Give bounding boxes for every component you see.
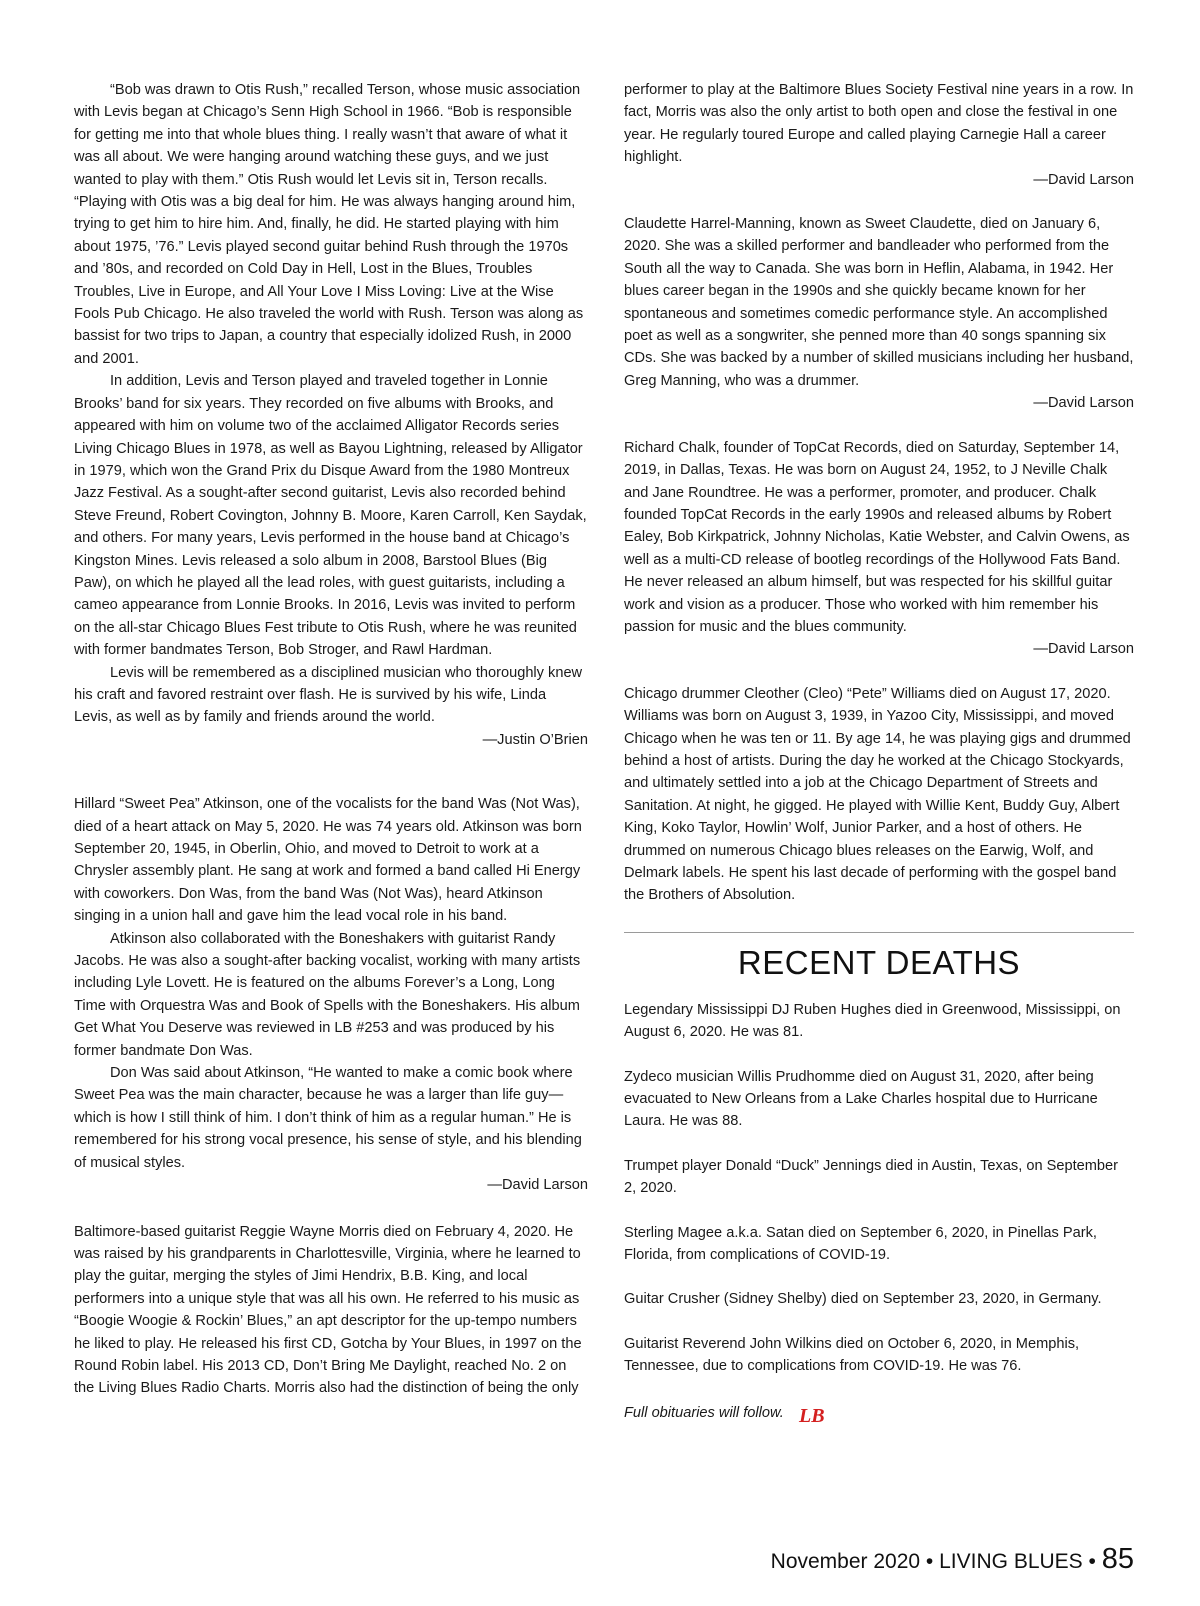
- recent-death-item: Sterling Magee a.k.a. Satan died on September 6, 2020, in Pinellas Park, Florida, from complications of COVID-19.: [624, 1224, 1097, 1264]
- recent-death-item: Guitarist Reverend John Wilkins died on October 6, 2020, in Memphis, Tennessee, due to complications from COVID-19. He was 76.: [624, 1335, 1080, 1375]
- atkinson-paragraph-3: Don Was said about Atkinson, “He wanted to make a comic book where Sweet Pea was the main character, because he was a larger than life guy—which is how I still think of him. I don’t think of him as a regular human.” He is remembered for his strong vocal presence, his sense of style, and his blending of musical styles.: [74, 1065, 582, 1171]
- recent-death-item: Legendary Mississippi DJ Ruben Hughes died in Greenwood, Mississippi, on August 6, 2020. He was 81.: [624, 1001, 1121, 1041]
- logo-letters: LB: [798, 1404, 825, 1427]
- claudette-paragraph: Claudette Harrel-Manning, known as Sweet Claudette, died on January 6, 2020. She was a skilled performer and bandleader who performed from the South all the way to Canada. She was born in Heflin, Alabama, in 1942. Her blues career began in the 1990s and she quickly became known for her spontaneous and sometimes comedic performance style. An accomplished poet as well as a songwriter, she penned more than 40 songs spanning six CDs. She was backed by a number of skilled musicians including her husband, Greg Manning, who was a drummer.: [624, 216, 1134, 389]
- recent-death-item: Trumpet player Donald “Duck” Jennings died in Austin, Texas, on September 2, 2020.: [624, 1157, 1119, 1197]
- morris-byline: —David Larson: [1033, 171, 1134, 188]
- levis-paragraph-2: In addition, Levis and Terson played and traveled together in Lonnie Brooks’ band for six years. They recorded on five albums with Brooks, and appeared with him on volume two of the acclaimed Alligator Records series Living Chicago Blues in 1978, as well as Bayou Lightning, released by Alligator in 1979, which won the Grand Prix du Disque Award from the 1980 Montreux Jazz Festival. As a sought-after second guitarist, Levis also recorded behind Steve Freund, Robert Covington, Johnny B. Moore, Karen Carroll, Ken Saydak, and others. For many years, Levis performed in the house band at Chicago’s Kingston Mines. Levis released a solo album in 2008, Barstool Blues (Big Paw), on which he played all the lead roles, with guest guitarists, including a cameo appearance from Lonnie Brooks. In 2016, Levis was invited to perform on the all-star Chicago Blues Fest tribute to Otis Rush, where he was reunited with former bandmates Terson, Bob Stroger, and Rawl Hardman.: [74, 373, 587, 659]
- section-divider: [624, 932, 1134, 933]
- morris-continued-paragraph: performer to play at the Baltimore Blues Society Festival nine years in a row. In fact, Morris was also the only artist to both open and close the festival in one year. He regularly toured Europe and called playing Carnegie Hall a career highlight.: [624, 82, 1134, 166]
- footnote-text: Full obituaries will follow.: [624, 1405, 784, 1422]
- footer-separator: •: [925, 1550, 934, 1573]
- recent-death-item: Guitar Crusher (Sidney Shelby) died on September 23, 2020, in Germany.: [624, 1291, 1102, 1308]
- footer-separator: •: [1088, 1550, 1096, 1573]
- morris-paragraph-1: Baltimore-based guitarist Reggie Wayne Morris died on February 4, 2020. He was raised by his grandparents in Charlottesville, Virginia, where he learned to play the guitar, merging the styles of Jimi Hendrix, B.B. King, and local performers into a unique style that was all his own. He referred to his music as “Boogie Woogie & Rockin’ Blues,” an apt descriptor for the up-tempo numbers he liked to play. He released his first CD, Gotcha by Your Blues, in 1997 on the Round Robin label. His 2013 CD, Don’t Bring Me Daylight, reached No. 2 on the Living Blues Radio Charts. Morris also had the distinction of being the only: [74, 1223, 582, 1397]
- atkinson-paragraph-2: Atkinson also collaborated with the Boneshakers with guitarist Randy Jacobs. He was also a sought-after backing vocalist, working with many artists including Lyle Lovett. He is featured on the albums Forever’s a Long, Long Time with Orquestra Was and Book of Spells with the Boneshakers. His album Get What You Deserve was reviewed in LB #253 and was produced by his former bandmate Don Was.: [74, 930, 581, 1059]
- chalk-paragraph: Richard Chalk, founder of TopCat Records, died on Saturday, September 14, 2019, in Dallas, Texas. He was born on August 24, 1952, to J Neville Chalk and Jane Roundtree. He was a performer, promoter, and producer. Chalk founded TopCat Records in the early 1990s and released albums by Robert Ealey, Bob Kirkpatrick, Johnny Nicholas, Katie Webster, and Calvin Owens, as well as a multi-CD release of bootleg recordings of the Hollywood Fats Band. He never released an album himself, but was respected for his skillful guitar work and vision as a producer. Those who worked with him remember his passion for music and the blues community.: [624, 439, 1130, 635]
- levis-byline: —Justin O’Brien: [482, 731, 588, 748]
- atkinson-byline: —David Larson: [487, 1177, 588, 1194]
- footer-issue-date: November 2020: [770, 1550, 921, 1573]
- page-number: 85: [1101, 1543, 1134, 1575]
- claudette-byline: —David Larson: [1033, 395, 1134, 412]
- recent-deaths-heading: RECENT DEATHS: [737, 943, 1021, 981]
- levis-paragraph-1: “Bob was drawn to Otis Rush,” recalled Terson, whose music association with Levis began at Chicago’s Senn High School in 1966. “Bob is responsible for getting me into that whole blues thing. I really wasn’t that aware of what it was all about. We were hanging around watching these guys, and we just wanted to play with them.” Otis Rush would let Levis sit in, Terson recalls. “Playing with Otis was a big deal for him. He was always hanging around him, trying to get him to hire him. And, finally, he did. He started playing with him about 1975, ’76.” Levis played second guitar behind Rush through the 1970s and ’80s, and recorded on Cold Day in Hell, Lost in the Blues, Troubles Troubles, Live in Europe, and All Your Love I Miss Loving: Live at the Wise Fools Pub Chicago. He also traveled the world with Rush. Terson was along as bassist for two trips to Japan, a country that especially idolized Rush, in 2000 and 2001.: [74, 82, 584, 367]
- atkinson-paragraph-1: Hillard “Sweet Pea” Atkinson, one of the vocalists for the band Was (Not Was), died of a heart attack on May 5, 2020. He was 74 years old. Atkinson was born September 20, 1945, in Oberlin, Ohio, and moved to Detroit to work at a Chrysler assembly plant. He sang at work and formed a band called Hi Energy with coworkers. Don Was, from the band Was (Not Was), heard Atkinson singing in a union hall and gave him the lead vocal role in his band.: [74, 796, 582, 925]
- williams-paragraph: Chicago drummer Cleother (Cleo) “Pete” Williams died on August 17, 2020. Williams was born on August 3, 1939, in Yazoo City, Mississippi, and moved Chicago when he was ten or 11. By age 14, he was playing gigs and drummed behind a host of artists. During the day he worked at the Chicago Stockyards, and ultimately settled into a job at the Chicago Department of Streets and Sanitation. At night, he gigged. He played with Willie Kent, Buddy Guy, Albert King, Koko Taylor, Howlin’ Wolf, Junior Parker, and a host of others. He drummed on numerous Chicago blues releases on the Earwig, Wolf, and Delmark labels. He spent his last decade of performing with the gospel band the Brothers of Absolution.: [624, 685, 1131, 904]
- recent-death-item: Zydeco musician Willis Prudhomme died on August 31, 2020, after being evacuated to New Orleans from a Lake Charles hospital due to Hurricane Laura. He was 88.: [624, 1068, 1098, 1130]
- levis-paragraph-3: Levis will be remembered as a disciplined musician who thoroughly knew his craft and favored restraint over flash. He is survived by his wife, Linda Levis, as well as by family and friends around the world.: [74, 664, 583, 726]
- footer-magazine-name: LIVING BLUES: [939, 1550, 1083, 1573]
- right-column: [624, 79, 1134, 1428]
- chalk-byline: —David Larson: [1033, 641, 1134, 658]
- left-column: [74, 79, 588, 1400]
- footnote-row: [624, 1400, 1134, 1428]
- page-footer: [771, 1544, 1134, 1577]
- living-blues-logo-icon: [798, 1400, 828, 1428]
